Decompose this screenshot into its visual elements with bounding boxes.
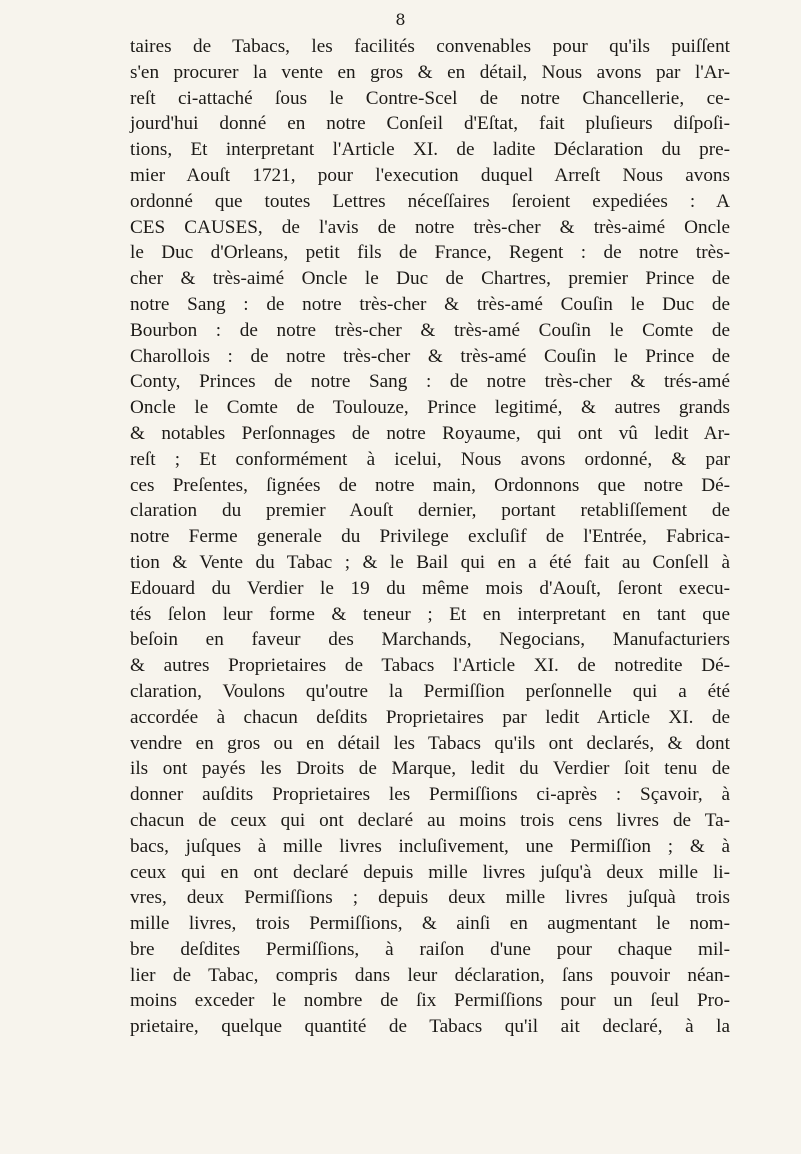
text-line: notre Ferme generale du Privilege excluſif de l'Entrée, Fabrica- — [130, 526, 730, 548]
text-line: CES CAUSES, de l'avis de notre très-cher & très-aimé Oncle — [130, 216, 730, 238]
text-line: tion & Vente du Tabac ; & le Bail qui en a été fait au Conſell à — [130, 551, 730, 573]
text-line: bre deſdites Permiſſions, à raiſon d'une pour chaque mil- — [130, 938, 730, 960]
text-line: Conty, Princes de notre Sang : de notre très-cher & trés-amé — [130, 371, 730, 393]
text-line: lier de Tabac, compris dans leur déclaration, ſans pouvoir néan- — [130, 964, 730, 986]
page-number: 8 — [395, 10, 406, 29]
text-line: ordonné que toutes Lettres néceſſaires ſeroient expediées : A — [130, 190, 730, 212]
text-line: chacun de ceux qui ont declaré au moins trois cens livres de Ta- — [130, 809, 730, 831]
text-line: notre Sang : de notre très-cher & très-amé Couſin le Duc de — [130, 293, 730, 315]
text-line: donner auſdits Proprietaires les Permiſſions ci-après : Sçavoir, à — [130, 784, 730, 806]
text-line: moins exceder le nombre de ſix Permiſſions pour un ſeul Pro- — [130, 990, 730, 1012]
text-line: s'en procurer la vente en gros & en détail, Nous avons par l'Ar- — [130, 61, 730, 83]
text-line: mille livres, trois Permiſſions, & ainſi en augmentant le nom- — [130, 913, 730, 935]
text-line: le Duc d'Orleans, petit fils de France, Regent : de notre très- — [130, 242, 730, 264]
text-line: Oncle le Comte de Toulouze, Prince legitimé, & autres grands — [130, 397, 730, 419]
text-line: claration du premier Aouſt dernier, portant retabliſſement de — [130, 500, 730, 522]
text-line: Edouard du Verdier le 19 du même mois d'Aouſt, ſeront execu- — [130, 577, 730, 599]
text-line: prietaire, quelque quantité de Tabacs qu'il ait declaré, à la — [130, 1016, 730, 1038]
text-line: bacs, juſques à mille livres incluſivement, une Permiſſion ; & à — [130, 835, 730, 857]
body-text — [130, 34, 730, 1040]
text-line: reſt ; Et conformément à icelui, Nous avons ordonné, & par — [130, 448, 730, 470]
text-line: ceux qui en ont declaré depuis mille livres juſqu'à deux mille li- — [130, 861, 730, 883]
text-line: & autres Proprietaires de Tabacs l'Article XI. de notredite Dé- — [130, 655, 730, 677]
text-line: vendre en gros ou en détail les Tabacs qu'ils ont declarés, & dont — [130, 732, 730, 754]
text-line: beſoin en faveur des Marchands, Negocians, Manufacturiers — [130, 629, 730, 651]
text-line: accordée à chacun deſdits Proprietaires par ledit Article XI. de — [130, 706, 730, 728]
text-line: & notables Perſonnages de notre Royaume, qui ont vû ledit Ar- — [130, 422, 730, 444]
text-line: cher & très-aimé Oncle le Duc de Chartres, premier Prince de — [130, 268, 730, 290]
text-line: taires de Tabacs, les facilités convenables pour qu'ils puiſſent — [130, 36, 730, 57]
text-line: tions, Et interpretant l'Article XI. de ladite Déclaration du pre- — [130, 139, 730, 161]
text-line: mier Aouſt 1721, pour l'execution duquel Arreſt Nous avons — [130, 164, 730, 186]
text-line: ces Preſentes, ſignées de notre main, Ordonnons que notre Dé- — [130, 474, 730, 496]
text-line: tés ſelon leur forme & teneur ; Et en interpretant en tant que — [130, 603, 730, 625]
text-line: Charollois : de notre très-cher & très-amé Couſin le Prince de — [130, 345, 730, 367]
text-line: ils ont payés les Droits de Marque, ledit du Verdier ſoit tenu de — [130, 758, 730, 780]
text-line: Bourbon : de notre très-cher & très-amé Couſin le Comte de — [130, 319, 730, 341]
text-line: vres, deux Permiſſions ; depuis deux mille livres juſquà trois — [130, 887, 730, 909]
text-line: jourd'hui donné en notre Conſeil d'Eſtat, fait pluſieurs diſpoſi- — [130, 113, 730, 135]
text-line: claration, Voulons qu'outre la Permiſſion perſonnelle qui a été — [130, 680, 730, 702]
text-line: reſt ci-attaché ſous le Contre-Scel de notre Chancellerie, ce- — [130, 87, 730, 109]
